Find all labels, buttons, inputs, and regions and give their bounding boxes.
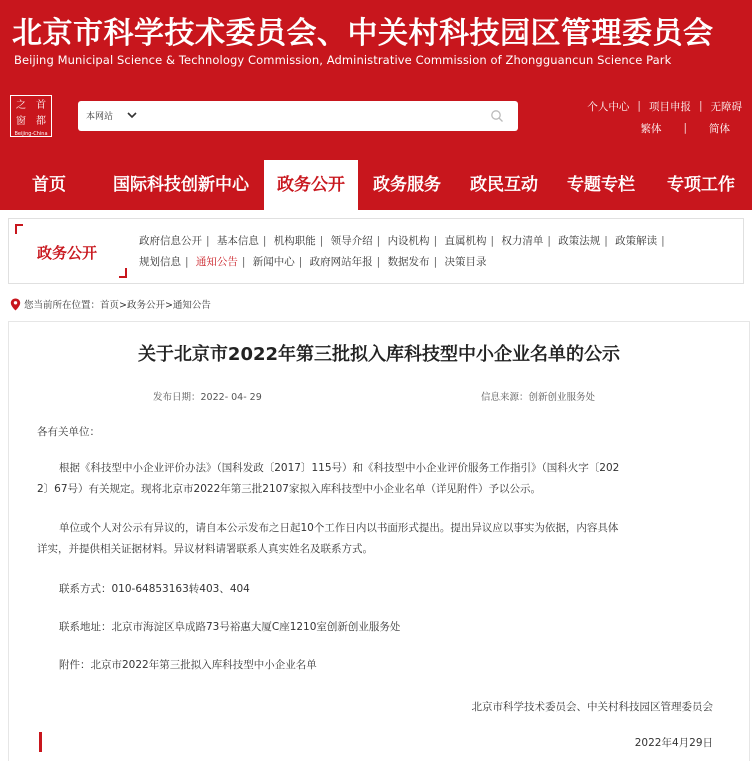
sublink-planning[interactable]: 规划信息: [139, 256, 181, 268]
nav-item-innovation-center[interactable]: 国际科技创新中心: [113, 175, 249, 195]
logo-char: 之: [16, 100, 26, 111]
sublink-regulations[interactable]: 政策法规: [558, 235, 601, 247]
breadcrumb: [10, 297, 211, 311]
publish-date: [153, 389, 262, 403]
sublink-basic-info[interactable]: 基本信息: [216, 235, 259, 247]
top-links: 个人中心 | 项目申报 | 无障碍 繁体 | 简体: [540, 95, 750, 139]
sublink-data-release[interactable]: 数据发布: [387, 256, 430, 268]
accessibility-link[interactable]: 无障碍: [710, 100, 742, 113]
nav-item-government-services[interactable]: 政务服务: [373, 175, 441, 195]
nav-item-special-topics[interactable]: 专题专栏: [567, 175, 635, 195]
section-title: 政务公开: [37, 244, 98, 262]
project-apply-link[interactable]: 项目申报: [648, 100, 691, 113]
article-title: 关于北京市2022年第三批拟入库科技型中小企业名单的公示: [137, 344, 621, 365]
attachment-link[interactable]: 附件：北京市2022年第三批拟入库科技型中小企业名单: [59, 659, 317, 671]
location-pin-icon: [10, 298, 21, 311]
sublink-leaders[interactable]: 领导介绍: [330, 235, 373, 247]
sublink-functions[interactable]: 机构职能: [273, 235, 316, 247]
contact-address: 联系地址：北京市海淀区阜成路73号裕惠大厦C座1210室创新创业服务处: [59, 621, 401, 633]
contact-info: 联系方式：010-64853163转403、404: [59, 583, 250, 595]
sublink-gov-info[interactable]: 政府信息公开: [139, 235, 202, 247]
paragraph-1-line: 根据《科技型中小企业评价办法》（国科发政〔2017〕115号）和《科技型中小企业评价服务工作指引》（国科火字〔202: [59, 462, 620, 474]
nav-item-government-affairs[interactable]: 政务公开: [264, 160, 358, 210]
sublink-power-list[interactable]: 权力清单: [501, 235, 544, 247]
sublink-policy-interpretation[interactable]: 政策解读: [615, 235, 658, 247]
logo-char: 都: [36, 116, 46, 127]
breadcrumb-text[interactable]: 您当前所在位置：首页>政务公开>通知公告: [24, 300, 211, 311]
site-title-english: Beijing Municipal Science & Technology Commission, Administrative Commission of Zhongguancun Science Park: [14, 53, 672, 67]
logo-char: 窗: [16, 116, 26, 127]
nav-item-home[interactable]: 首页: [32, 175, 66, 195]
traditional-chinese-link[interactable]: 繁体: [640, 122, 662, 135]
search-box[interactable]: [78, 101, 518, 131]
corner-decoration: [15, 224, 23, 234]
paragraph-2: [37, 518, 721, 560]
info-source-value: 创新创业服务处: [528, 392, 596, 403]
site-title: 北京市科学技术委员会、中关村科技园区管理委员会: [12, 16, 714, 51]
sublink-internal-orgs[interactable]: 内设机构: [387, 235, 430, 247]
sublink-news[interactable]: 新闻中心: [252, 256, 295, 268]
logo-char: 首: [36, 100, 46, 111]
nav-item-public-interaction[interactable]: 政民互动: [470, 175, 538, 195]
publish-date-label: 发布日期：: [153, 392, 201, 403]
section-links: 政府信息公开 | 基本信息 | 机构职能 | 领导介绍 | 内设机构 | 直属机构 | 权力清单 | 政策法规 | 政策解读 | 规划信息 | 通知公告 | 新闻中心 | 政府网站年报 | 数据发布 | 决策目录: [139, 235, 665, 268]
paragraph-2-line: 单位或个人对公示有异议的，请自本公示发布之日起10个工作日内以书面形式提出。提出异议应以事实为依据，内容具体: [59, 522, 619, 534]
salutation: 各有关单位：: [37, 426, 100, 438]
red-accent-bar: [39, 732, 42, 752]
capital-window-logo[interactable]: [10, 95, 52, 137]
signature-date: 2022年4月29日: [634, 737, 713, 749]
personal-center-link[interactable]: 个人中心: [587, 100, 630, 113]
simplified-chinese-link[interactable]: 简体: [709, 122, 730, 135]
info-source-label: 信息来源：: [481, 392, 529, 403]
paragraph-2-line: 详实，并提供相关证据材料。异议材料请署联系人真实姓名及联系方式。: [37, 543, 373, 555]
info-source: [481, 389, 595, 403]
chevron-down-icon[interactable]: [126, 109, 138, 121]
sublink-affiliated-orgs[interactable]: 直属机构: [444, 235, 487, 247]
publish-date-value: 2022- 04- 29: [200, 392, 262, 403]
corner-decoration: [119, 268, 127, 278]
section-subnav: [8, 218, 744, 284]
site-header: [0, 0, 752, 160]
sublink-annual-report[interactable]: 政府网站年报: [309, 256, 373, 268]
article: [8, 321, 750, 761]
search-scope-select[interactable]: 本网站: [86, 112, 114, 122]
paragraph-1-line: 2〕67号）有关规定。现将北京市2022年第三批2107家拟入库科技型中小企业名单（详见附件）予以公示。: [37, 483, 541, 495]
sublink-decision-catalog[interactable]: 决策目录: [444, 256, 487, 268]
logo-subtitle: Beijing-China: [14, 131, 48, 137]
paragraph-1: [37, 458, 721, 500]
search-icon[interactable]: [490, 109, 504, 123]
sublink-notices[interactable]: 通知公告: [195, 256, 238, 268]
nav-item-special-work[interactable]: 专项工作: [667, 175, 735, 195]
issuer-signature: 北京市科学技术委员会、中关村科技园区管理委员会: [471, 701, 713, 713]
main-nav: [0, 160, 752, 210]
